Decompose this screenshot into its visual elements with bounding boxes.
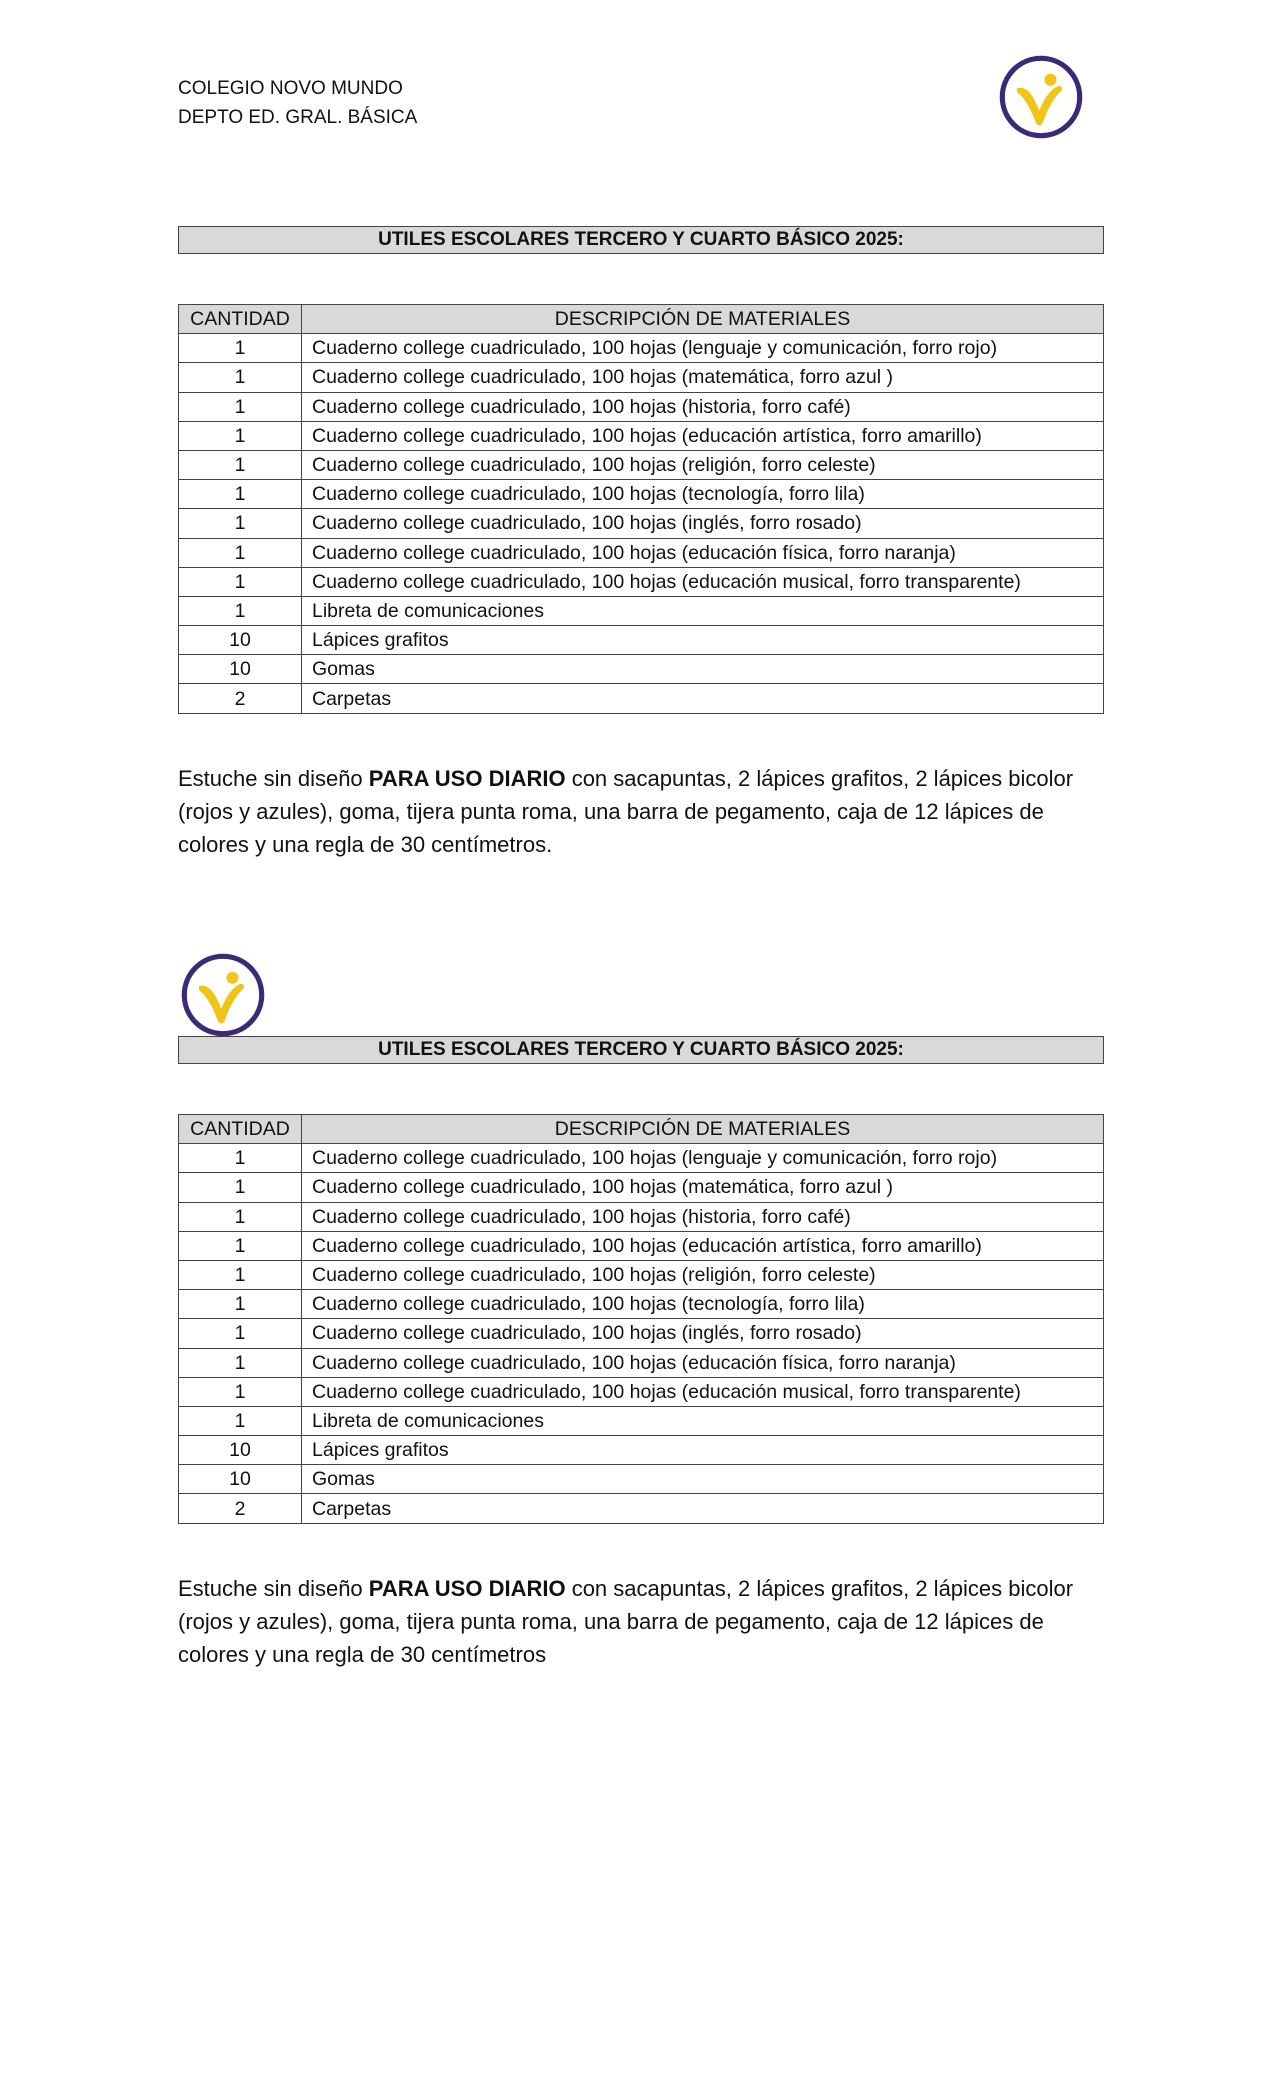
note-emphasis: PARA USO DIARIO [368, 1576, 566, 1601]
description-cell: Cuaderno college cuadriculado, 100 hojas (educación artística, forro amarillo) [302, 421, 1104, 450]
description-cell: Cuaderno college cuadriculado, 100 hojas (lenguaje y comunicación, forro rojo) [302, 334, 1104, 363]
note-text: con sacapuntas, 2 lápices grafitos, 2 lápices bicolor (rojos y azules), goma, tijera punta roma, una barra de pegamento, caja de 12 lápices de colores y una regla de 30 centímetros [178, 1576, 1074, 1667]
quantity-cell: 1 [179, 1348, 302, 1377]
quantity-cell: 2 [179, 1494, 302, 1523]
description-cell: Cuaderno college cuadriculado, 100 hojas (tecnología, forro lila) [302, 480, 1104, 509]
description-cell: Cuaderno college cuadriculado, 100 hojas (tecnología, forro lila) [302, 1290, 1104, 1319]
quantity-cell: 10 [179, 626, 302, 655]
column-header-quantity: CANTIDAD [179, 305, 302, 334]
description-cell: Cuaderno college cuadriculado, 100 hojas (matemática, forro azul ) [302, 1173, 1104, 1202]
description-cell: Gomas [302, 1465, 1104, 1494]
description-cell: Carpetas [302, 684, 1104, 713]
quantity-cell: 1 [179, 480, 302, 509]
description-cell: Cuaderno college cuadriculado, 100 hojas (religión, forro celeste) [302, 1260, 1104, 1289]
table-row [179, 1202, 1104, 1231]
note-emphasis: PARA USO DIARIO [368, 766, 566, 791]
quantity-cell: 10 [179, 1436, 302, 1465]
page-header [178, 74, 417, 132]
quantity-cell: 1 [179, 450, 302, 479]
description-cell: Cuaderno college cuadriculado, 100 hojas (inglés, forro rosado) [302, 509, 1104, 538]
table-row [179, 480, 1104, 509]
pencil-case-note [178, 1572, 1108, 1671]
school-logo-icon [998, 54, 1084, 140]
table-row [179, 1231, 1104, 1260]
column-header-description: DESCRIPCIÓN DE MATERIALES [302, 305, 1104, 334]
table-row [179, 1319, 1104, 1348]
quantity-cell: 1 [179, 1406, 302, 1435]
materials-table [178, 304, 1104, 714]
quantity-cell: 1 [179, 1173, 302, 1202]
description-cell: Cuaderno college cuadriculado, 100 hojas (educación física, forro naranja) [302, 538, 1104, 567]
description-cell: Libreta de comunicaciones [302, 596, 1104, 625]
section-title: UTILES ESCOLARES TERCERO Y CUARTO BÁSICO 2025: [178, 1036, 1104, 1064]
quantity-cell: 1 [179, 1260, 302, 1289]
description-cell: Cuaderno college cuadriculado, 100 hojas (inglés, forro rosado) [302, 1319, 1104, 1348]
table-header-row [179, 1115, 1104, 1144]
table-row [179, 596, 1104, 625]
section-title: UTILES ESCOLARES TERCERO Y CUARTO BÁSICO 2025: [178, 226, 1104, 254]
table-row [179, 392, 1104, 421]
description-cell: Lápices grafitos [302, 1436, 1104, 1465]
quantity-cell: 1 [179, 363, 302, 392]
column-header-description: DESCRIPCIÓN DE MATERIALES [302, 1115, 1104, 1144]
quantity-cell: 1 [179, 1290, 302, 1319]
note-text: Estuche sin diseño [178, 1576, 369, 1601]
table-row [179, 655, 1104, 684]
note-text: con sacapuntas, 2 lápices grafitos, 2 lápices bicolor (rojos y azules), goma, tijera punta roma, una barra de pegamento, caja de 12 lápices de colores y una regla de 30 centímetros. [178, 766, 1074, 857]
quantity-cell: 2 [179, 684, 302, 713]
table-row [179, 1260, 1104, 1289]
description-cell: Lápices grafitos [302, 626, 1104, 655]
table-row [179, 1377, 1104, 1406]
quantity-cell: 1 [179, 567, 302, 596]
description-cell: Cuaderno college cuadriculado, 100 hojas (matemática, forro azul ) [302, 363, 1104, 392]
table-row [179, 1494, 1104, 1523]
quantity-cell: 1 [179, 421, 302, 450]
table-row [179, 684, 1104, 713]
description-cell: Cuaderno college cuadriculado, 100 hojas (religión, forro celeste) [302, 450, 1104, 479]
table-header-row [179, 305, 1104, 334]
quantity-cell: 1 [179, 1319, 302, 1348]
description-cell: Cuaderno college cuadriculado, 100 hojas (educación física, forro naranja) [302, 1348, 1104, 1377]
quantity-cell: 1 [179, 538, 302, 567]
table-row [179, 363, 1104, 392]
pencil-case-note [178, 762, 1108, 861]
quantity-cell: 1 [179, 1202, 302, 1231]
description-cell: Cuaderno college cuadriculado, 100 hojas (lenguaje y comunicación, forro rojo) [302, 1144, 1104, 1173]
description-cell: Cuaderno college cuadriculado, 100 hojas (educación artística, forro amarillo) [302, 1231, 1104, 1260]
description-cell: Libreta de comunicaciones [302, 1406, 1104, 1435]
table-row [179, 1348, 1104, 1377]
quantity-cell: 1 [179, 334, 302, 363]
table-row [179, 509, 1104, 538]
table-row [179, 626, 1104, 655]
table-row [179, 1406, 1104, 1435]
table-body [179, 334, 1104, 713]
description-cell: Cuaderno college cuadriculado, 100 hojas (historia, forro café) [302, 1202, 1104, 1231]
description-cell: Cuaderno college cuadriculado, 100 hojas (educación musical, forro transparente) [302, 1377, 1104, 1406]
quantity-cell: 1 [179, 596, 302, 625]
table-row [179, 1436, 1104, 1465]
table-row [179, 450, 1104, 479]
table-row [179, 567, 1104, 596]
quantity-cell: 1 [179, 392, 302, 421]
description-cell: Gomas [302, 655, 1104, 684]
quantity-cell: 10 [179, 655, 302, 684]
note-text: Estuche sin diseño [178, 766, 369, 791]
description-cell: Cuaderno college cuadriculado, 100 hojas (educación musical, forro transparente) [302, 567, 1104, 596]
table-body [179, 1144, 1104, 1523]
quantity-cell: 1 [179, 1231, 302, 1260]
description-cell: Carpetas [302, 1494, 1104, 1523]
table-row [179, 1465, 1104, 1494]
column-header-quantity: CANTIDAD [179, 1115, 302, 1144]
table-row [179, 421, 1104, 450]
school-logo-icon [180, 952, 266, 1038]
school-name: COLEGIO NOVO MUNDO [178, 78, 403, 99]
description-cell: Cuaderno college cuadriculado, 100 hojas (historia, forro café) [302, 392, 1104, 421]
table-row [179, 1173, 1104, 1202]
table-row [179, 1144, 1104, 1173]
quantity-cell: 1 [179, 1377, 302, 1406]
materials-table [178, 1114, 1104, 1524]
table-row [179, 538, 1104, 567]
table-row [179, 1290, 1104, 1319]
quantity-cell: 1 [179, 1144, 302, 1173]
department-name: DEPTO ED. GRAL. BÁSICA [178, 107, 418, 128]
table-row [179, 334, 1104, 363]
quantity-cell: 1 [179, 509, 302, 538]
quantity-cell: 10 [179, 1465, 302, 1494]
